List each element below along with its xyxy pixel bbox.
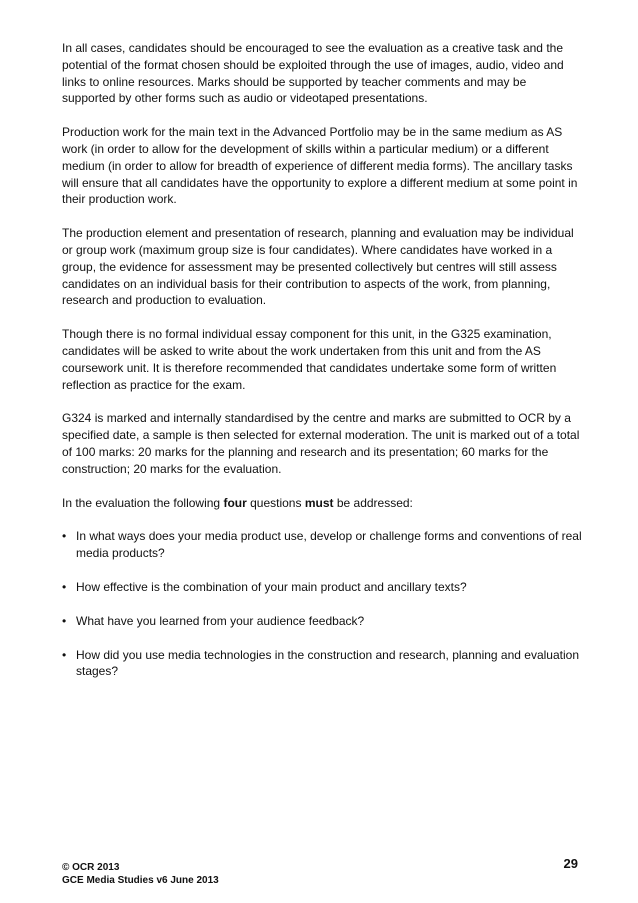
paragraph-questions-intro [62, 495, 582, 512]
bullet-icon: • [62, 613, 67, 628]
intro-text-end: be addressed: [333, 495, 413, 510]
list-item [62, 647, 582, 681]
bullet-icon: • [62, 579, 67, 594]
question-text: How effective is the combination of your main product and ancillary texts? [76, 579, 467, 594]
intro-bold-four: four [223, 495, 247, 510]
bullet-icon: • [62, 647, 67, 662]
intro-text-middle: questions [246, 495, 305, 510]
paragraph-group-work: The production element and presentation of research, planning and evaluation may be individual or group work (maximum group size is four candidates). Where candidates have worked in a group, the evidence for assessment may be presented collectively but centres will still assess candidates on an individual basis for their contribution to aspects of the work, from planning, research and production to evaluation. [62, 226, 574, 308]
paragraph-essay-component: Though there is no formal individual essay component for this unit, in the G325 examination, candidates will be asked to write about the work undertaken from this unit and from the AS coursework unit. It is therefore recommended that candidates undertake some form of written reflection as practice for the exam. [62, 327, 557, 392]
paragraph-production-medium: Production work for the main text in the Advanced Portfolio may be in the same medium as AS work (in order to allow for the development of skills within a particular medium) or a different medium (in order to allow for breadth of experience of different media forms). The ancillary tasks will ensure that all candidates have the opportunity to explore a different medium at some point in their production work. [62, 125, 578, 207]
page-footer [62, 856, 582, 887]
question-text: What have you learned from your audience feedback? [76, 613, 365, 628]
question-text: In what ways does your media product use, develop or challenge forms and conventions of real media products? [76, 529, 582, 561]
intro-bold-must: must [304, 495, 334, 510]
list-item [62, 613, 582, 630]
bullet-icon: • [62, 529, 67, 544]
footer-copyright: © OCR 2013 [62, 862, 120, 873]
evaluation-questions-list [62, 528, 582, 680]
paragraph-evaluation-format: In all cases, candidates should be encouraged to see the evaluation as a creative task and the potential of the format chosen should be exploited through the use of images, audio, video and links to online resources. Marks should be supported by teacher comments and may be supported by other forms such as audio or videotaped presentations. [62, 41, 564, 106]
question-text: How did you use media technologies in the construction and research, planning and evaluation stages? [76, 647, 579, 679]
intro-text-start: In the evaluation the following [62, 495, 224, 510]
page-body [62, 40, 582, 697]
paragraph-marking: G324 is marked and internally standardised by the centre and marks are submitted to OCR by a specified date, a sample is then selected for external moderation. The unit is marked out of a total of 100 marks: 20 marks for the planning and research and its presentation; 60 marks for the construction; 20 marks for the evaluation. [62, 411, 580, 476]
footer-document-title: GCE Media Studies v6 June 2013 [62, 875, 219, 886]
page-number: 29 [563, 856, 578, 871]
list-item [62, 579, 582, 596]
list-item [62, 528, 582, 562]
